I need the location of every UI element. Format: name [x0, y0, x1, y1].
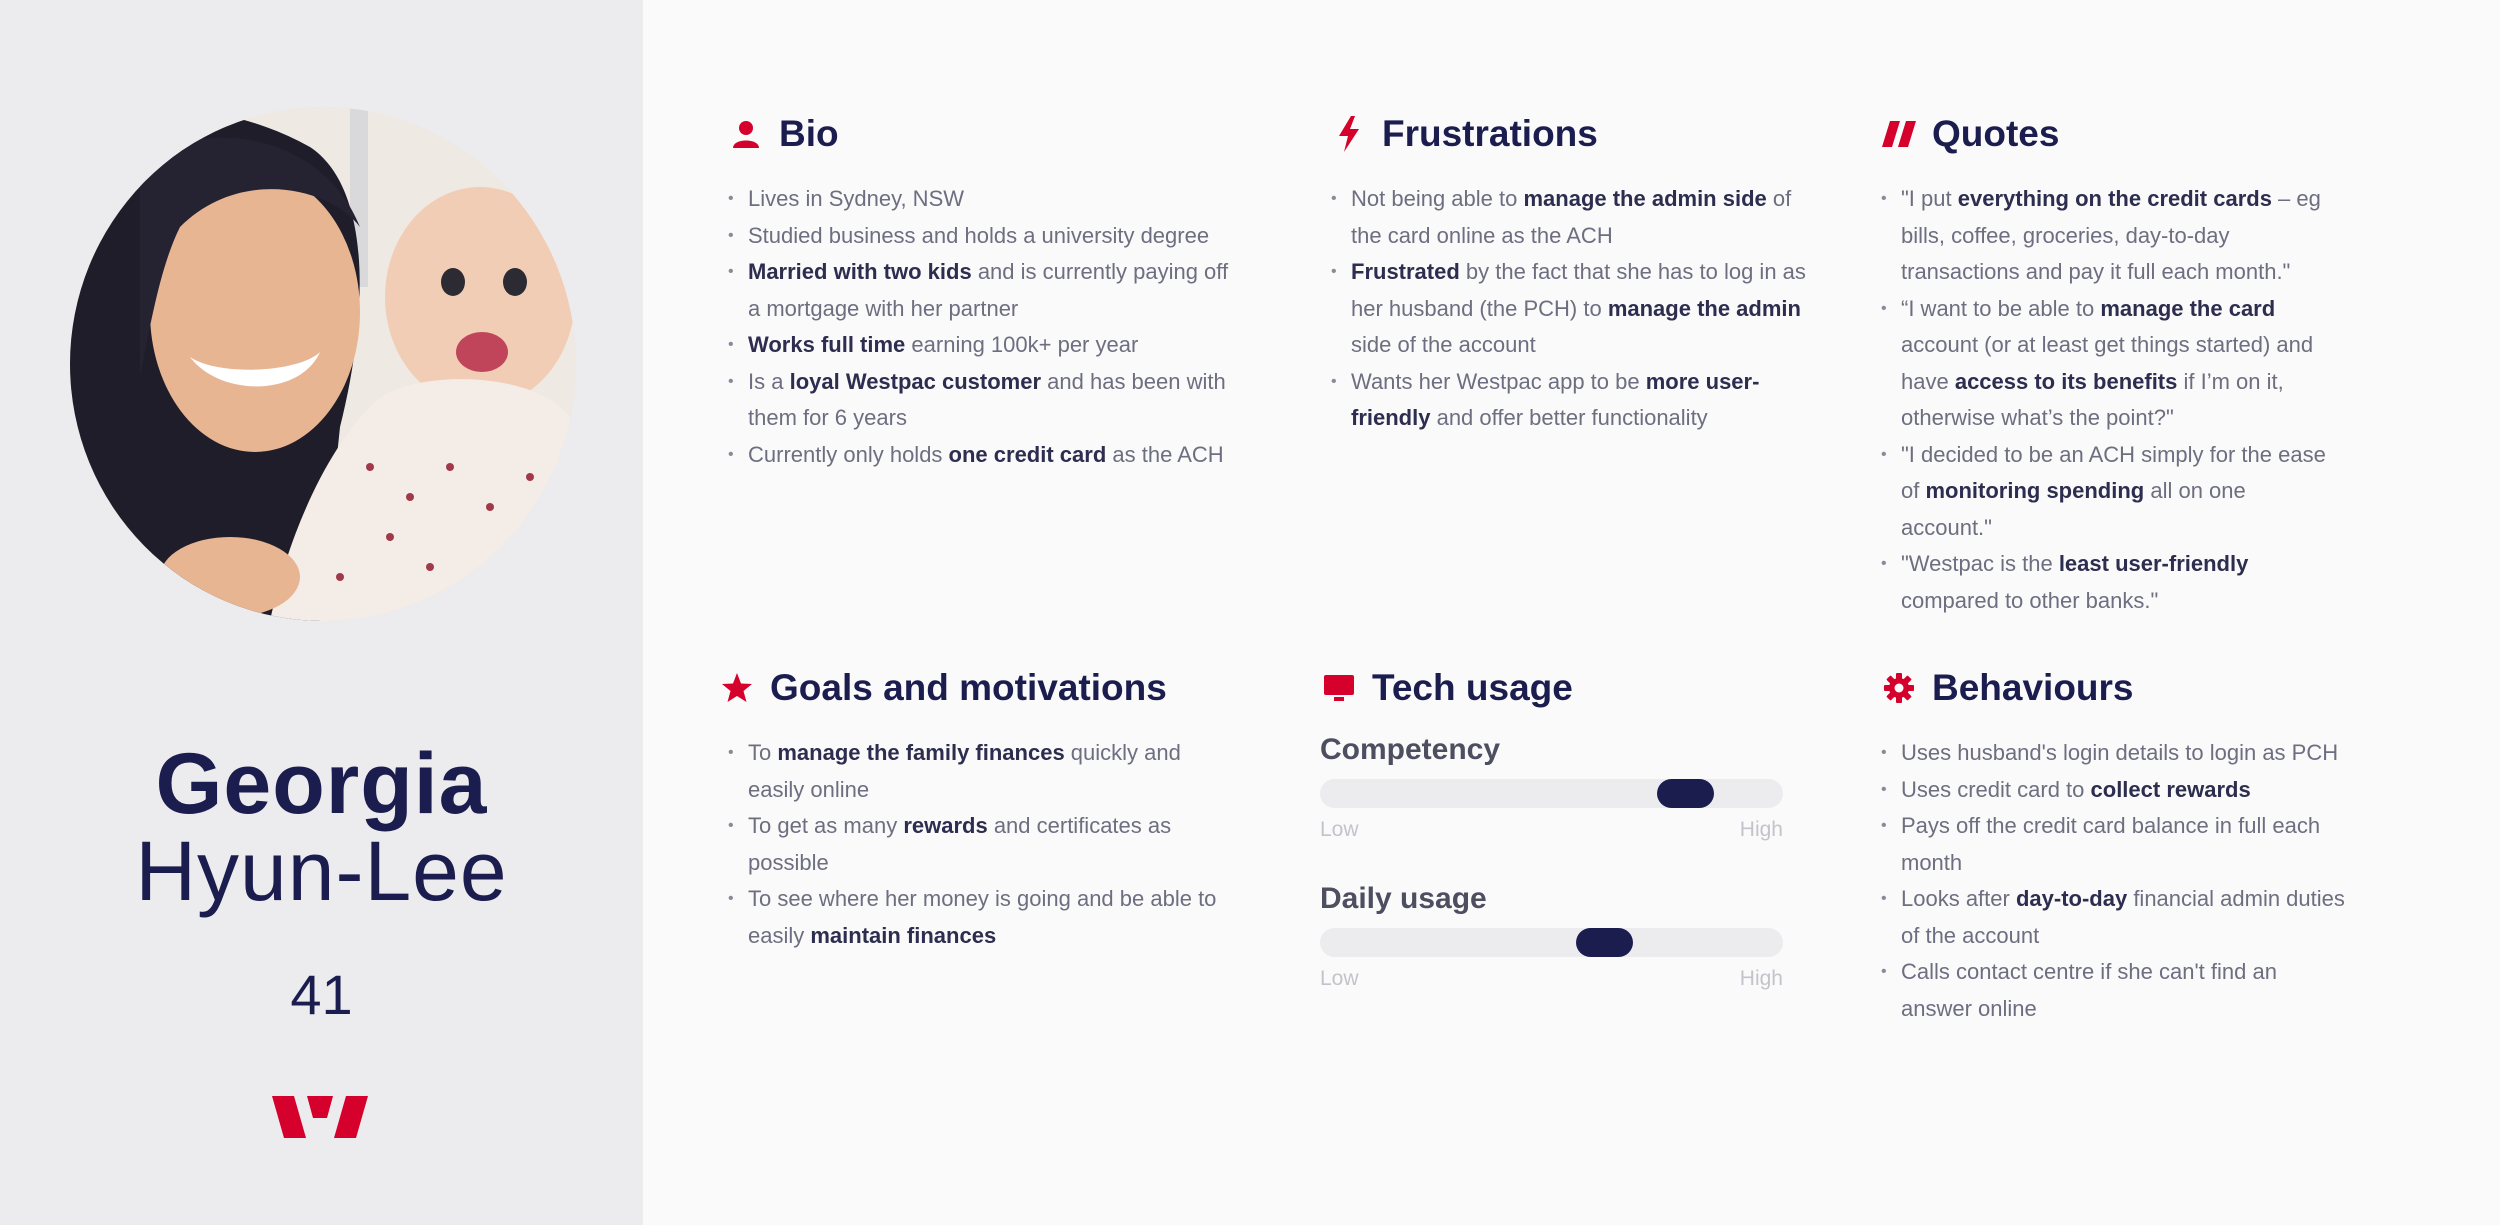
body-text: and has been with them for 6 years	[748, 368, 1226, 430]
body-text: Not being able to	[1351, 186, 1524, 211]
list-item	[1880, 808, 2350, 881]
daily-usage-label: Daily usage	[1320, 882, 1487, 915]
list-item	[1880, 546, 2340, 619]
goals-list	[718, 735, 1238, 954]
body-text: Looks after	[1901, 886, 2016, 911]
competency-label: Competency	[1320, 733, 1501, 766]
behaviours-section	[1880, 663, 2350, 1027]
emphasis-text: manage the admin side	[1523, 186, 1767, 211]
body-text: Calls contact centre if she can't find an answer online	[1901, 959, 2277, 1021]
emphasis-text: monitoring spending	[1925, 478, 2145, 503]
bio-title: Bio	[779, 113, 839, 154]
portrait-photo	[70, 107, 576, 621]
behaviours-header	[1880, 663, 2350, 713]
bio-list	[727, 181, 1237, 473]
westpac-logo-icon	[272, 1096, 368, 1138]
emphasis-text: rewards	[903, 813, 988, 838]
emphasis-text: manage the card	[2100, 295, 2276, 321]
emphasis-text: manage the admin	[1607, 295, 1801, 321]
body-text: "I decided to be an ACH simply for the ease of	[1901, 441, 2326, 503]
body-text: by the fact that she has to log in as her husband (the PCH) to	[1351, 259, 1806, 321]
competency-scale	[1320, 818, 1783, 842]
list-item	[727, 254, 1237, 327]
star-icon	[718, 669, 756, 707]
body-text: side of the account	[1351, 332, 1536, 357]
frustrations-title: Frustrations	[1382, 113, 1598, 154]
body-text: and certificates as possible	[748, 813, 1172, 875]
monitor-icon	[1320, 669, 1358, 707]
gear-icon	[1880, 669, 1918, 707]
body-text: account (or at least get things started) and have	[1901, 332, 2314, 394]
list-item	[727, 327, 1237, 364]
body-text: Is a	[748, 368, 790, 394]
persona-first-name: Georgia	[155, 736, 488, 832]
quotes-list	[1880, 181, 2340, 619]
persona-last-name: Hyun-Lee	[135, 824, 508, 918]
body-text: Lives in Sydney, NSW	[748, 186, 965, 211]
body-text: of the card online as the ACH	[1351, 186, 1792, 248]
body-text: earning 100k+ per year	[905, 332, 1139, 357]
list-item	[1880, 291, 2340, 437]
body-text: if I’m on it, otherwise what’s the point?"	[1901, 368, 2284, 430]
emphasis-text: access to its benefits	[1954, 368, 2178, 394]
behaviours-list	[1880, 735, 2350, 1027]
competency-track	[1320, 779, 1783, 808]
emphasis-text: one credit card	[948, 441, 1107, 467]
persona-sidebar	[0, 0, 643, 1225]
list-item	[1880, 181, 2340, 291]
quote-marks-icon	[1880, 115, 1918, 153]
emphasis-text: maintain finances	[810, 922, 997, 948]
list-item	[727, 881, 1238, 954]
behaviours-title: Behaviours	[1932, 667, 2134, 708]
body-text: – eg bills, coffee, groceries, day-to-day transactions and pay it full each month."	[1901, 186, 2321, 284]
quotes-section	[1880, 109, 2340, 619]
emphasis-text: manage the family finances	[777, 740, 1065, 765]
body-text: as the ACH	[1106, 441, 1224, 467]
body-text: To see where her money is going and be able to easily	[748, 886, 1217, 948]
list-item	[1880, 772, 2350, 809]
body-text: Pays off the credit card balance in full each month	[1901, 813, 2321, 875]
frustrations-header	[1330, 109, 1810, 159]
daily-usage-high-label: High	[1739, 967, 1783, 990]
tech-section	[1320, 663, 1800, 991]
person-icon	[727, 115, 765, 153]
emphasis-text: Married with two kids	[748, 259, 972, 284]
list-item	[1880, 954, 2350, 1027]
body-text: and is currently paying off a mortgage with her partner	[748, 259, 1229, 321]
body-text: "Westpac is the	[1901, 551, 2059, 576]
daily-usage-indicator	[1576, 928, 1633, 957]
emphasis-text: Frustrated	[1351, 259, 1460, 284]
body-text: Currently only holds	[748, 441, 949, 467]
frustrations-section	[1330, 109, 1810, 437]
daily-usage-track	[1320, 928, 1783, 957]
tech-header	[1320, 663, 1800, 713]
list-item	[1880, 735, 2350, 772]
list-item	[727, 735, 1238, 808]
list-item	[727, 364, 1237, 437]
bio-section	[727, 109, 1237, 473]
list-item	[1880, 881, 2350, 954]
daily-usage-meter	[1320, 882, 1800, 991]
body-text: Uses credit card to	[1901, 776, 2091, 802]
competency-high-label: High	[1739, 818, 1783, 841]
body-text: quickly and easily online	[748, 740, 1181, 802]
list-item	[727, 218, 1237, 255]
body-text: all on one account."	[1901, 478, 2246, 540]
list-item	[1880, 437, 2340, 547]
list-item	[727, 437, 1237, 474]
list-item	[727, 808, 1238, 881]
emphasis-text: more user-friendly	[1351, 368, 1760, 430]
body-text: Wants her Westpac app to be	[1351, 368, 1646, 394]
body-text: “I want to be able to	[1901, 295, 2101, 321]
emphasis-text: everything on the credit cards	[1957, 186, 2272, 211]
list-item	[1330, 181, 1810, 254]
daily-usage-low-label: Low	[1320, 967, 1359, 990]
quotes-header	[1880, 109, 2340, 159]
persona-age: 41	[290, 963, 353, 1026]
bio-header	[727, 109, 1237, 159]
goals-title: Goals and motivations	[770, 667, 1167, 708]
body-text: financial admin duties of the account	[1901, 886, 2345, 948]
frustrations-list	[1330, 181, 1810, 437]
body-text: To get as many	[748, 813, 904, 838]
emphasis-text: collect rewards	[2090, 776, 2251, 802]
body-text: compared to other banks."	[1901, 587, 2159, 613]
emphasis-text: least user-friendly	[2058, 551, 2249, 576]
body-text: Studied business and holds a university degree	[748, 222, 1210, 248]
body-text: Uses husband's login details to login as PCH	[1901, 740, 2339, 765]
lightning-bolt-icon	[1330, 115, 1368, 153]
body-text: To	[748, 740, 778, 765]
quotes-title: Quotes	[1932, 113, 2060, 154]
tech-title: Tech usage	[1372, 667, 1573, 708]
list-item	[1330, 254, 1810, 364]
emphasis-text: Works full time	[748, 332, 906, 357]
emphasis-text: loyal Westpac customer	[789, 368, 1042, 394]
competency-indicator	[1657, 779, 1714, 808]
daily-usage-scale	[1320, 967, 1783, 991]
list-item	[727, 181, 1237, 218]
competency-low-label: Low	[1320, 818, 1359, 841]
list-item	[1330, 364, 1810, 437]
emphasis-text: day-to-day	[2015, 886, 2128, 911]
competency-meter	[1320, 733, 1800, 842]
body-text: and offer better functionality	[1430, 405, 1708, 430]
goals-section	[718, 663, 1238, 954]
goals-header	[718, 663, 1238, 713]
body-text: "I put	[1901, 186, 1958, 211]
